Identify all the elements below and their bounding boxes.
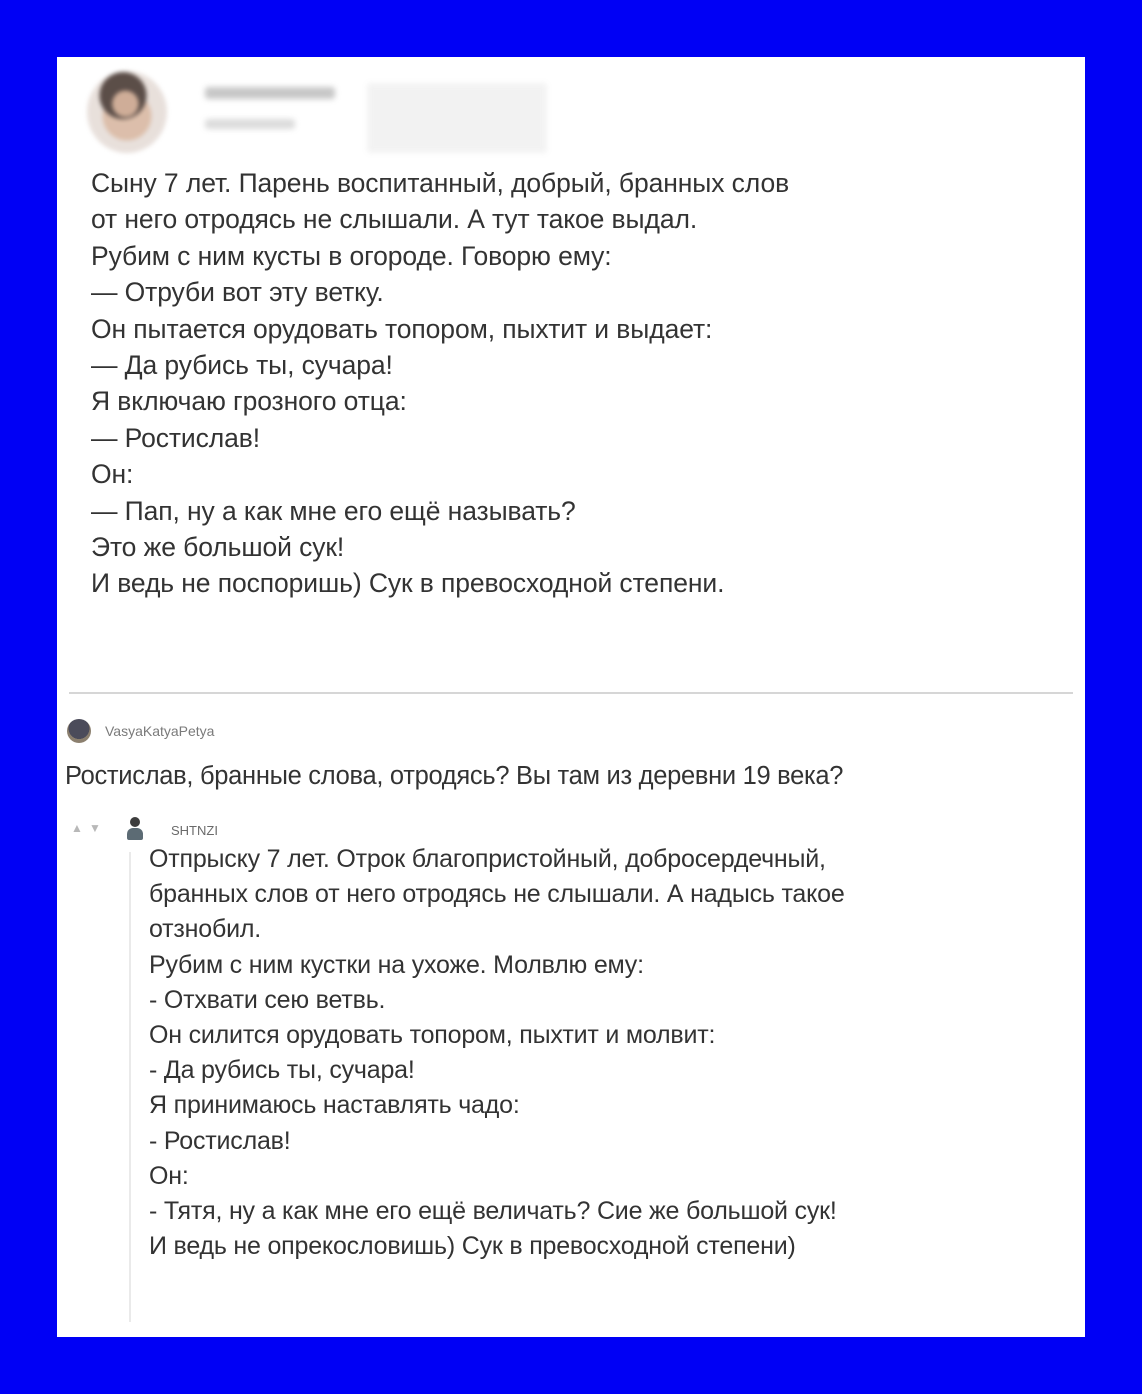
- reply-line: Рубим с ним кустки на ухоже. Молвлю ему:: [149, 950, 644, 979]
- reply-avatar[interactable]: [125, 817, 145, 841]
- post-line: — Ростислав!: [91, 422, 260, 453]
- reply-line: Я принимаюсь наставлять чадо:: [149, 1091, 520, 1120]
- reply-line: Он силится орудовать топором, пыхтит и молвит:: [149, 1021, 716, 1050]
- post-header-blurred: [87, 69, 607, 159]
- upvote-arrow-icon[interactable]: ▲: [71, 821, 83, 835]
- reply-text: [149, 842, 1069, 1264]
- commenter-avatar[interactable]: [67, 719, 91, 743]
- reply-line: Он:: [149, 1161, 189, 1190]
- reply-line: Отпрыску 7 лет. Отрок благопристойный, добросердечный,: [149, 845, 826, 873]
- reply-line: отзнобил.: [149, 915, 261, 944]
- post-line: — Да рубись ты, сучара!: [91, 350, 393, 381]
- reply-line: - Отхвати сею ветвь.: [149, 985, 386, 1014]
- comment-header: [67, 719, 467, 743]
- header-blur-smudge: [367, 83, 547, 153]
- post-line: Это же большой сук!: [91, 532, 345, 563]
- post-line: Сыну 7 лет. Парень воспитанный, добрый, бранных слов: [91, 168, 790, 198]
- post-line: — Пап, ну а как мне его ещё называть?: [91, 495, 576, 526]
- commenter-username[interactable]: VasyaKatyaPetya: [105, 723, 215, 739]
- post-line: Он:: [91, 459, 134, 490]
- post-text: [91, 165, 1071, 602]
- reply-line: бранных слов от него отродясь не слышали. А надысь такое: [149, 880, 845, 909]
- reply-line: - Тятя, ну а как мне его ещё величать? Сие же большой сук!: [149, 1197, 837, 1226]
- reply-header: [71, 817, 371, 843]
- comment-text: Ростислав, бранные слова, отродясь? Вы там из деревни 19 века?: [65, 762, 844, 790]
- downvote-arrow-icon[interactable]: ▼: [89, 821, 101, 835]
- author-avatar-blurred[interactable]: [87, 71, 167, 153]
- thread-indent-line: [129, 852, 131, 1322]
- post-line: — Отруби вот эту ветку.: [91, 277, 384, 308]
- post-line: Он пытается орудовать топором, пыхтит и выдает:: [91, 313, 713, 344]
- post-line: от него отродясь не слышали. А тут такое выдал.: [91, 204, 698, 235]
- post-date-blurred: [205, 119, 295, 129]
- avatar-head-shape: [130, 817, 140, 827]
- reply-line: И ведь не опрекословишь) Сук в превосходной степени): [149, 1232, 796, 1261]
- section-divider: [69, 692, 1073, 694]
- post-line: И ведь не поспоришь) Сук в превосходной степени.: [91, 568, 725, 599]
- screenshot-card: [57, 57, 1085, 1337]
- avatar-body-shape: [127, 828, 143, 840]
- author-name-blurred[interactable]: [205, 87, 335, 99]
- reply-line: - Да рубись ты, сучара!: [149, 1056, 415, 1085]
- post-line: Я включаю грозного отца:: [91, 386, 407, 417]
- reply-line: - Ростислав!: [149, 1126, 291, 1155]
- reply-username[interactable]: SHTNZI: [171, 823, 218, 838]
- post-line: Рубим с ним кусты в огороде. Говорю ему:: [91, 240, 612, 271]
